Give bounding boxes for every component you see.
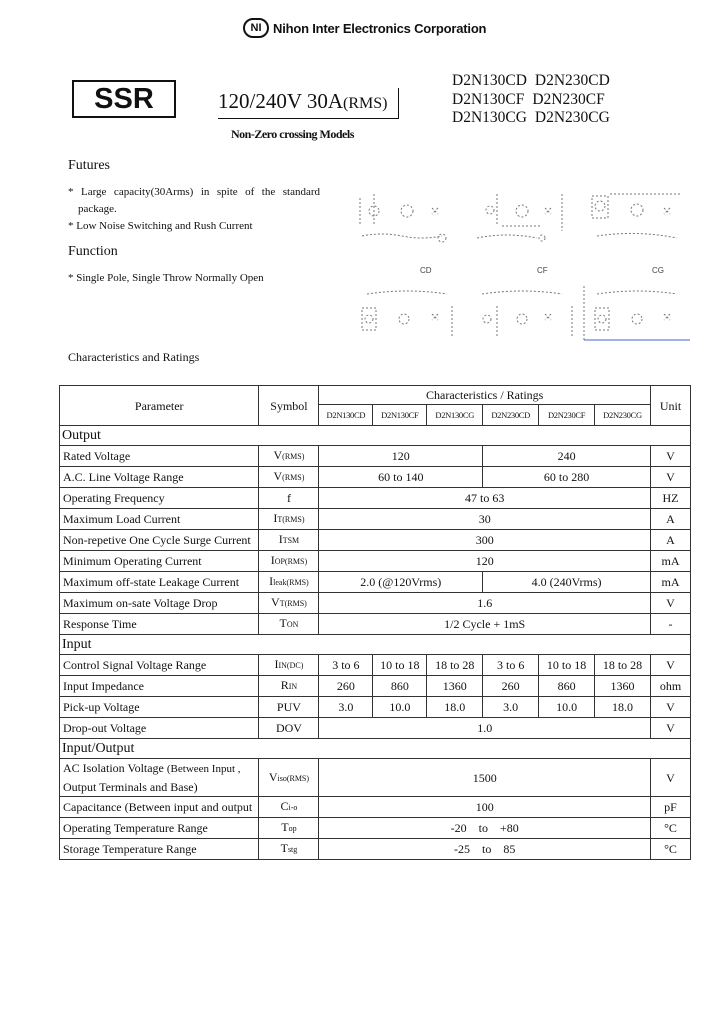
table-row	[60, 797, 691, 818]
model-list	[452, 72, 610, 128]
company-name: Nihon Inter Electronics Corporation	[273, 20, 487, 36]
unit-cell: V	[650, 467, 690, 488]
unit-cell: °C	[650, 818, 690, 839]
table-row	[60, 572, 691, 593]
symbol-cell: V(RMS)	[259, 446, 319, 467]
model-col: D2N230CG	[595, 405, 651, 426]
model-name: D2N230CD	[534, 72, 610, 89]
param-cell: Non-repetive One Cycle Surge Current	[60, 530, 259, 551]
table-header-row	[60, 386, 691, 405]
unit-cell: V	[650, 718, 690, 739]
value-cell: 300	[319, 530, 651, 551]
symbol-cell: ITSM	[259, 530, 319, 551]
unit-cell: -	[650, 614, 690, 635]
table-row	[60, 467, 691, 488]
param-cell: Maximum off-state Leakage Current	[60, 572, 259, 593]
value-cell: 18 to 28	[427, 655, 483, 676]
unit-cell: pF	[650, 797, 690, 818]
value-cell: 10.0	[539, 697, 595, 718]
futures-item-1: * Large capacity(30Arms) in spite of the standard	[68, 186, 320, 198]
table-row	[60, 446, 691, 467]
header-ratings: Characteristics / Ratings	[319, 386, 651, 405]
value-cell: 18.0	[427, 697, 483, 718]
unit-cell: ohm	[650, 676, 690, 697]
value-cell: 260	[319, 676, 373, 697]
section-input-output: Input/Output	[60, 739, 691, 759]
unit-cell: mA	[650, 572, 690, 593]
function-item: * Single Pole, Single Throw Normally Open	[68, 272, 264, 284]
param-cell: Control Signal Voltage Range	[60, 655, 259, 676]
param-cell: Pick-up Voltage	[60, 697, 259, 718]
value-cell: 47 to 63	[319, 488, 651, 509]
section-input: Input	[60, 635, 691, 655]
symbol-cell: TON	[259, 614, 319, 635]
table-row	[60, 839, 691, 860]
table-row	[60, 614, 691, 635]
value-cell: 120	[319, 551, 651, 572]
unit-cell: mA	[650, 551, 690, 572]
value-cell: 3 to 6	[483, 655, 539, 676]
value-cell: 120	[319, 446, 483, 467]
unit-cell: V	[650, 759, 690, 797]
table-row	[60, 676, 691, 697]
model-col: D2N230CF	[539, 405, 595, 426]
value-cell: 860	[373, 676, 427, 697]
table-row	[60, 718, 691, 739]
symbol-cell: Viso(RMS)	[259, 759, 319, 797]
param-cell: AC Isolation Voltage (Between Input , Output Terminals and Base)	[60, 759, 259, 797]
futures-item-2: * Low Noise Switching and Rush Current	[68, 220, 253, 232]
unit-cell: HZ	[650, 488, 690, 509]
value-cell: 260	[483, 676, 539, 697]
ssr-badge: SSR	[72, 80, 176, 118]
futures-item-1-cont: package.	[78, 203, 117, 215]
value-cell: 60 to 140	[319, 467, 483, 488]
param-cell: Maximum Load Current	[60, 509, 259, 530]
param-cell: Minimum Operating Current	[60, 551, 259, 572]
table-row	[60, 593, 691, 614]
param-cell: A.C. Line Voltage Range	[60, 467, 259, 488]
value-cell: 2.0 (@120Vrms)	[319, 572, 483, 593]
model-name: D2N130CF	[452, 90, 525, 108]
value-cell: 30	[319, 509, 651, 530]
diagram-label-cf: CF	[537, 266, 548, 275]
table-row	[60, 655, 691, 676]
symbol-cell: Ci-o	[259, 797, 319, 818]
value-cell: 10 to 18	[539, 655, 595, 676]
company-logo: NI	[243, 18, 269, 38]
symbol-cell: f	[259, 488, 319, 509]
headline-rms: (RMS)	[343, 95, 388, 112]
headline	[218, 88, 399, 119]
symbol-cell: Ileak(RMS)	[259, 572, 319, 593]
param-cell: Response Time	[60, 614, 259, 635]
table-row	[60, 488, 691, 509]
headline-main: 120/240V 30A	[218, 89, 344, 113]
futures-heading: Futures	[68, 158, 110, 173]
value-cell: 240	[483, 446, 651, 467]
model-col: D2N130CG	[427, 405, 483, 426]
characteristics-heading: Characteristics and Ratings	[68, 350, 200, 364]
unit-cell: °C	[650, 839, 690, 860]
model-name: D2N130CG	[452, 109, 527, 126]
param-cell: Operating Frequency	[60, 488, 259, 509]
value-cell: 1.0	[319, 718, 651, 739]
value-cell: 1360	[427, 676, 483, 697]
symbol-cell: PUV	[259, 697, 319, 718]
param-cell: Operating Temperature Range	[60, 818, 259, 839]
param-cell: Input Impedance	[60, 676, 259, 697]
symbol-cell: IIN(DC)	[259, 655, 319, 676]
unit-cell: V	[650, 697, 690, 718]
model-col: D2N130CF	[373, 405, 427, 426]
symbol-cell: VT(RMS)	[259, 593, 319, 614]
symbol-cell: Tstg	[259, 839, 319, 860]
model-name: D2N230CF	[532, 90, 605, 108]
value-cell: 1.6	[319, 593, 651, 614]
value-cell: 1500	[319, 759, 651, 797]
symbol-cell: RIN	[259, 676, 319, 697]
unit-cell: V	[650, 446, 690, 467]
value-cell: 3.0	[319, 697, 373, 718]
unit-cell: V	[650, 593, 690, 614]
model-name: D2N130CD	[452, 72, 527, 89]
value-cell: 60 to 280	[483, 467, 651, 488]
symbol-cell: Top	[259, 818, 319, 839]
value-cell: 3.0	[483, 697, 539, 718]
unit-cell: A	[650, 530, 690, 551]
table-row	[60, 551, 691, 572]
section-output: Output	[60, 426, 691, 446]
value-cell: 18.0	[595, 697, 651, 718]
value-cell: -25 to 85	[319, 839, 651, 860]
header-symbol: Symbol	[259, 386, 319, 426]
table-row	[60, 818, 691, 839]
value-cell: 1360	[595, 676, 651, 697]
table-row	[60, 759, 691, 797]
symbol-cell: IOP(RMS)	[259, 551, 319, 572]
model-name: D2N230CG	[534, 109, 610, 126]
table-row	[60, 697, 691, 718]
circuit-diagram-drawing	[352, 186, 692, 342]
model-col: D2N130CD	[319, 405, 373, 426]
unit-cell: V	[650, 655, 690, 676]
param-cell: Rated Voltage	[60, 446, 259, 467]
circuit-diagrams	[352, 186, 692, 342]
spec-table	[59, 385, 691, 860]
table-row	[60, 530, 691, 551]
value-cell: 100	[319, 797, 651, 818]
table-row	[60, 509, 691, 530]
value-cell: 10.0	[373, 697, 427, 718]
value-cell: 18 to 28	[595, 655, 651, 676]
diagram-label-cd: CD	[420, 266, 432, 275]
value-cell: 1/2 Cycle + 1mS	[319, 614, 651, 635]
unit-cell: A	[650, 509, 690, 530]
value-cell: 4.0 (240Vrms)	[483, 572, 651, 593]
header-parameter: Parameter	[60, 386, 259, 426]
value-cell: 3 to 6	[319, 655, 373, 676]
value-cell: -20 to +80	[319, 818, 651, 839]
param-cell: Storage Temperature Range	[60, 839, 259, 860]
value-cell: 10 to 18	[373, 655, 427, 676]
diagram-label-cg: CG	[652, 266, 664, 275]
header-unit: Unit	[650, 386, 690, 426]
param-cell: Maximum on-sate Voltage Drop	[60, 593, 259, 614]
subtitle: Non-Zero crossing Models	[231, 127, 354, 141]
value-cell: 860	[539, 676, 595, 697]
model-col: D2N230CD	[483, 405, 539, 426]
function-heading: Function	[68, 244, 118, 259]
symbol-cell: V(RMS)	[259, 467, 319, 488]
company-brand	[243, 17, 486, 39]
param-cell: Drop-out Voltage	[60, 718, 259, 739]
symbol-cell: DOV	[259, 718, 319, 739]
param-cell: Capacitance (Between input and output	[60, 797, 259, 818]
symbol-cell: IT(RMS)	[259, 509, 319, 530]
